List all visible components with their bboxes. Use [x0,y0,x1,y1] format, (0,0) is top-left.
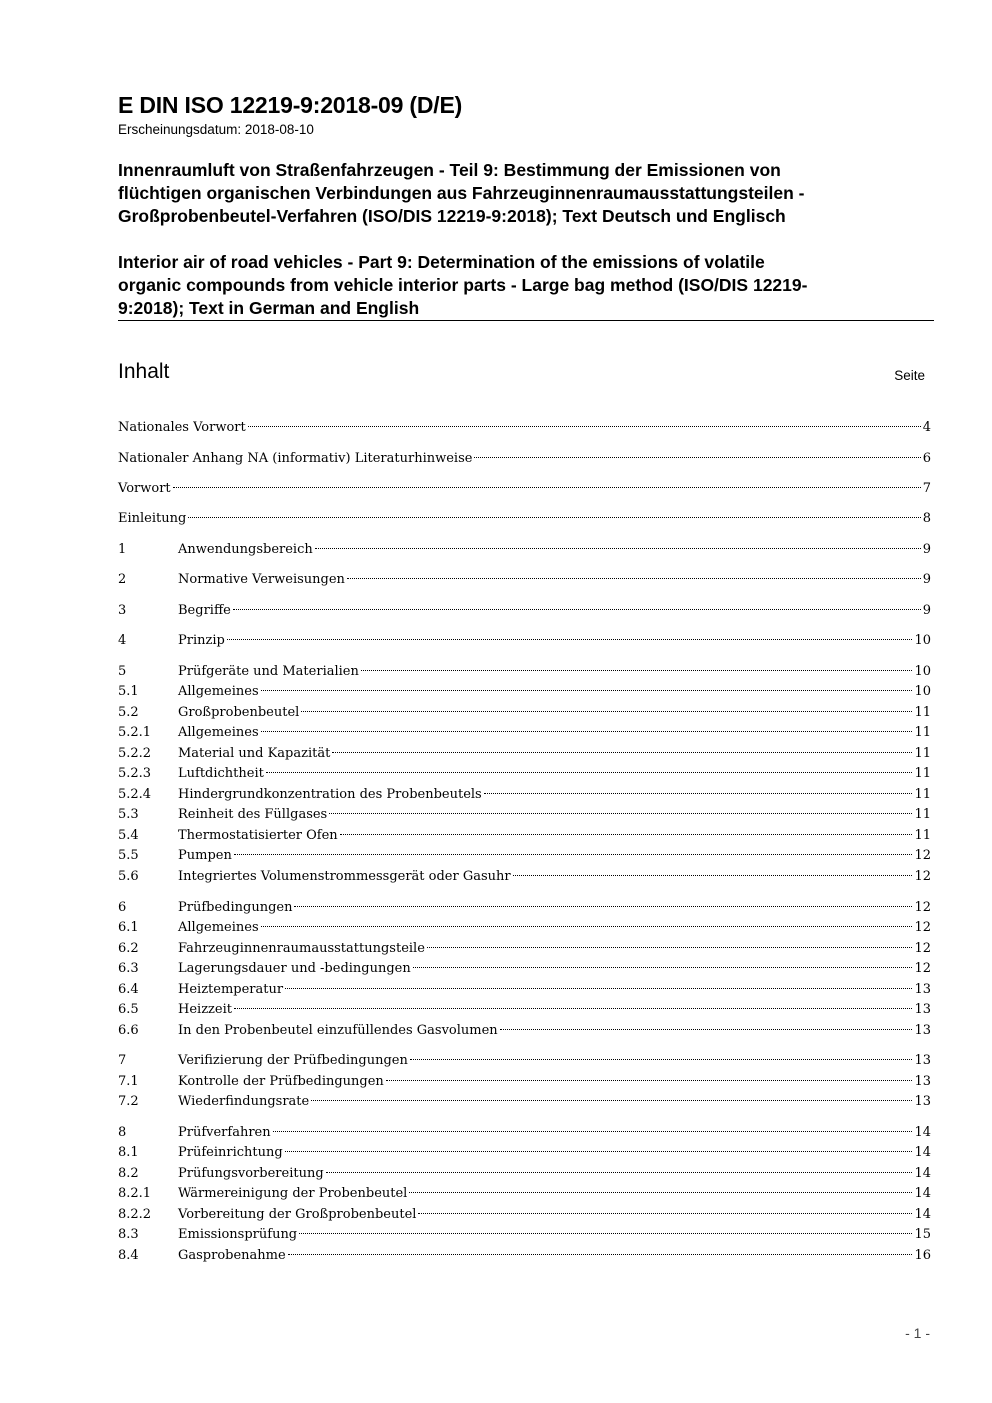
toc-dot-leader [427,947,913,948]
toc-dot-leader [266,772,913,773]
toc-entry-label: Prinzip [178,633,225,648]
toc-entry-page: 7 [922,481,931,496]
toc-dot-leader [285,988,912,989]
toc-dot-leader [386,1080,913,1081]
toc-entry[interactable] [118,631,931,651]
toc-entry-page: 12 [914,848,931,863]
toc-entry[interactable] [118,703,931,723]
toc-entry-number: 8.2.1 [118,1186,152,1201]
toc-dot-leader [315,548,921,549]
toc-entry-page: 13 [914,1002,931,1017]
toc-entry[interactable] [118,959,931,979]
toc-dot-leader [261,690,913,691]
toc-entry-page: 11 [914,746,931,761]
toc-entry-page: 10 [914,664,931,679]
toc-entry[interactable] [118,939,931,959]
toc-entry-number: 8 [118,1125,127,1140]
toc-entry[interactable] [118,509,931,529]
toc-entry-number: 8.2.2 [118,1207,152,1222]
toc-entry-label: Allgemeines [178,725,259,740]
toc-entry[interactable] [118,918,931,938]
toc-entry[interactable] [118,1205,931,1225]
toc-entry-label: Verifizierung der Prüfbedingungen [178,1053,408,1068]
toc-entry-label: Nationaler Anhang NA (informativ) Literaturhinweise [118,451,473,466]
toc-entry-page: 12 [914,869,931,884]
toc-entry-label: Reinheit des Füllgases [178,807,328,822]
toc-entry-label: Wärmereinigung der Probenbeutel [178,1186,408,1201]
toc-entry-label: In den Probenbeutel einzufüllendes Gasvolumen [178,1023,498,1038]
toc-dot-leader [188,517,920,518]
toc-entry[interactable] [118,570,931,590]
title-line: Interior air of road vehicles - Part 9: Determination of the emissions of volatile [118,252,765,272]
toc-dot-leader [261,731,913,732]
toc-entry-page: 12 [914,941,931,956]
toc-entry-label: Anwendungsbereich [178,542,313,557]
toc-entry-number: 6.6 [118,1023,139,1038]
toc-entry-label: Allgemeines [178,920,259,935]
toc-entry-page: 14 [914,1125,931,1140]
toc-dot-leader [248,426,921,427]
toc-dot-leader [227,639,913,640]
title-line: flüchtigen organischen Verbindungen aus Fahrzeuginnenraumausstattungsteilen - [118,183,805,203]
toc-entry-page: 10 [914,684,931,699]
toc-entry-number: 6.2 [118,941,139,956]
toc-entry-number: 5.1 [118,684,139,699]
toc-entry-page: 13 [914,1023,931,1038]
toc-entry-number: 5.4 [118,828,139,843]
toc-entry-number: 8.3 [118,1227,139,1242]
toc-entry-label: Material und Kapazität [178,746,331,761]
toc-entry-number: 5 [118,664,127,679]
toc-entry-label: Integriertes Volumenstrommessgerät oder Gasuhr [178,869,511,884]
toc-entry-number: 6 [118,900,127,915]
toc-dot-leader [418,1213,912,1214]
toc-entry-page: 14 [914,1186,931,1201]
toc-dot-leader [332,752,912,753]
title-divider [118,320,934,321]
toc-dot-leader [474,457,920,458]
toc-entry-page: 14 [914,1166,931,1181]
toc-entry-number: 6.3 [118,961,139,976]
toc-entry[interactable] [118,418,931,438]
toc-entry-label: Prüfbedingungen [178,900,293,915]
toc-entry[interactable] [118,682,931,702]
toc-entry-page: 13 [914,982,931,997]
toc-entry-label: Normative Verweisungen [178,572,345,587]
toc-entry[interactable] [118,540,931,560]
toc-entry-label: Lagerungsdauer und -bedingungen [178,961,411,976]
toc-entry[interactable] [118,1246,931,1266]
toc-entry-label: Pumpen [178,848,232,863]
toc-entry-page: 9 [922,572,931,587]
toc-entry-page: 11 [914,828,931,843]
toc-entry[interactable] [118,1051,931,1071]
toc-entry-number: 5.6 [118,869,139,884]
toc-entry-label: Prüfverfahren [178,1125,271,1140]
toc-entry-label: Thermostatisierter Ofen [178,828,338,843]
toc-entry[interactable] [118,980,931,1000]
toc-entry-page: 11 [914,787,931,802]
toc-entry[interactable] [118,805,931,825]
toc-entry-page: 13 [914,1053,931,1068]
title-line: Großprobenbeutel-Verfahren (ISO/DIS 12219-9:2018); Text Deutsch und Englisch [118,206,786,226]
toc-entry-number: 1 [118,542,127,557]
toc-entry-label: Heizzeit [178,1002,232,1017]
toc-entry-page: 9 [922,603,931,618]
toc-entry-page: 4 [922,420,931,435]
toc-entry-page: 6 [922,451,931,466]
toc-entry[interactable] [118,449,931,469]
toc-entry-number: 6.5 [118,1002,139,1017]
toc-entry-label: Wiederfindungsrate [178,1094,310,1109]
title-line: 9:2018); Text in German and English [118,298,420,318]
toc-entry[interactable] [118,723,931,743]
toc-entry-page: 11 [914,807,931,822]
toc-entry-label: Prüfeinrichtung [178,1145,283,1160]
toc-entry[interactable] [118,898,931,918]
toc-entry-page: 12 [914,920,931,935]
toc-entry-label: Luftdichtheit [178,766,264,781]
toc-entry-label: Prüfgeräte und Materialien [178,664,359,679]
toc-entry[interactable] [118,1072,931,1092]
toc-entry[interactable] [118,826,931,846]
toc-entry-number: 5.2.3 [118,766,152,781]
toc-entry-number: 3 [118,603,127,618]
toc-dot-leader [294,906,912,907]
toc-dot-leader [329,813,912,814]
toc-page-column-label: Seite [894,368,925,383]
toc-entry-number: 6.1 [118,920,139,935]
toc-entry-number: 8.2 [118,1166,139,1181]
toc-entry[interactable] [118,1092,931,1112]
toc-entry-number: 5.2 [118,705,139,720]
toc-entry[interactable] [118,1021,931,1041]
toc-dot-leader [301,711,912,712]
toc-entry[interactable] [118,1164,931,1184]
toc-entry-number: 5.3 [118,807,139,822]
toc-entry-number: 5.2.2 [118,746,152,761]
toc-dot-leader [347,578,921,579]
toc-entry-label: Großprobenbeutel [178,705,300,720]
toc-entry[interactable] [118,1123,931,1143]
title-line: organic compounds from vehicle interior parts - Large bag method (ISO/DIS 12219- [118,275,808,295]
toc-dot-leader [234,854,913,855]
toc-entry-page: 13 [914,1074,931,1089]
page-number: - 1 - [905,1325,930,1341]
toc-entry[interactable] [118,744,931,764]
toc-entry-label: Gasprobenahme [178,1248,286,1263]
title-german [118,159,938,228]
toc-entry-label: Fahrzeuginnenraumausstattungsteile [178,941,425,956]
toc-entry-page: 12 [914,900,931,915]
toc-dot-leader [340,834,913,835]
toc-entry-label: Vorwort [118,481,171,496]
publication-date: Erscheinungsdatum: 2018-08-10 [118,122,314,137]
toc-entry-page: 11 [914,725,931,740]
toc-dot-leader [273,1131,913,1132]
toc-entry-page: 9 [922,542,931,557]
toc-entry-page: 11 [914,766,931,781]
toc-entry[interactable] [118,867,931,887]
toc-entry[interactable] [118,601,931,621]
toc-dot-leader [233,609,921,610]
toc-entry-number: 2 [118,572,127,587]
toc-entry-number: 4 [118,633,127,648]
toc-entry-page: 13 [914,1094,931,1109]
toc-heading: Inhalt [118,360,170,383]
toc-dot-leader [361,670,913,671]
toc-entry-page: 10 [914,633,931,648]
toc-entry-number: 5.2.1 [118,725,152,740]
toc-entry-label: Prüfungsvorbereitung [178,1166,324,1181]
toc-entry[interactable] [118,1000,931,1020]
toc-dot-leader [288,1254,913,1255]
document-id: E DIN ISO 12219-9:2018-09 (D/E) [118,92,463,118]
toc-entry-label: Nationales Vorwort [118,420,246,435]
toc-entry-page: 11 [914,705,931,720]
toc-dot-leader [311,1100,912,1101]
toc-dot-leader [484,793,913,794]
toc-entry-label: Allgemeines [178,684,259,699]
toc-entry-page: 16 [914,1248,931,1263]
toc-dot-leader [173,487,921,488]
toc-dot-leader [326,1172,913,1173]
toc-entry[interactable] [118,1184,931,1204]
toc-entry-label: Hindergrundkonzentration des Probenbeutels [178,787,482,802]
toc-entry[interactable] [118,1143,931,1163]
toc-entry-label: Einleitung [118,511,187,526]
toc-entry[interactable] [118,479,931,499]
toc-entry-number: 7.2 [118,1094,139,1109]
toc-entry-number: 5.2.4 [118,787,152,802]
toc-dot-leader [234,1008,912,1009]
toc-entry[interactable] [118,764,931,784]
toc-dot-leader [413,967,913,968]
toc-entry-label: Emissionsprüfung [178,1227,298,1242]
toc-entry-number: 8.1 [118,1145,139,1160]
toc-entry-number: 8.4 [118,1248,139,1263]
toc-entry-number: 5.5 [118,848,139,863]
toc-entry-page: 15 [914,1227,931,1242]
toc-dot-leader [500,1029,913,1030]
toc-dot-leader [285,1151,913,1152]
toc-entry-label: Vorbereitung der Großprobenbeutel [178,1207,417,1222]
toc-dot-leader [513,875,913,876]
toc-entry-page: 12 [914,961,931,976]
title-english [118,251,938,320]
toc-entry[interactable] [118,785,931,805]
toc-entry-number: 7.1 [118,1074,139,1089]
toc-entry-page: 8 [922,511,931,526]
toc-dot-leader [299,1233,912,1234]
toc-entry[interactable] [118,1225,931,1245]
toc-entry-number: 7 [118,1053,127,1068]
toc-entry[interactable] [118,662,931,682]
toc-entry-label: Kontrolle der Prüfbedingungen [178,1074,384,1089]
toc-entry-label: Heiztemperatur [178,982,284,997]
toc-dot-leader [261,926,913,927]
toc-entry-page: 14 [914,1145,931,1160]
toc-dot-leader [409,1192,912,1193]
toc-entry-page: 14 [914,1207,931,1222]
title-line: Innenraumluft von Straßenfahrzeugen - Teil 9: Bestimmung der Emissionen von [118,160,781,180]
toc-entry[interactable] [118,846,931,866]
toc-dot-leader [410,1059,913,1060]
toc-entry-label: Begriffe [178,603,231,618]
toc-entry-number: 6.4 [118,982,139,997]
